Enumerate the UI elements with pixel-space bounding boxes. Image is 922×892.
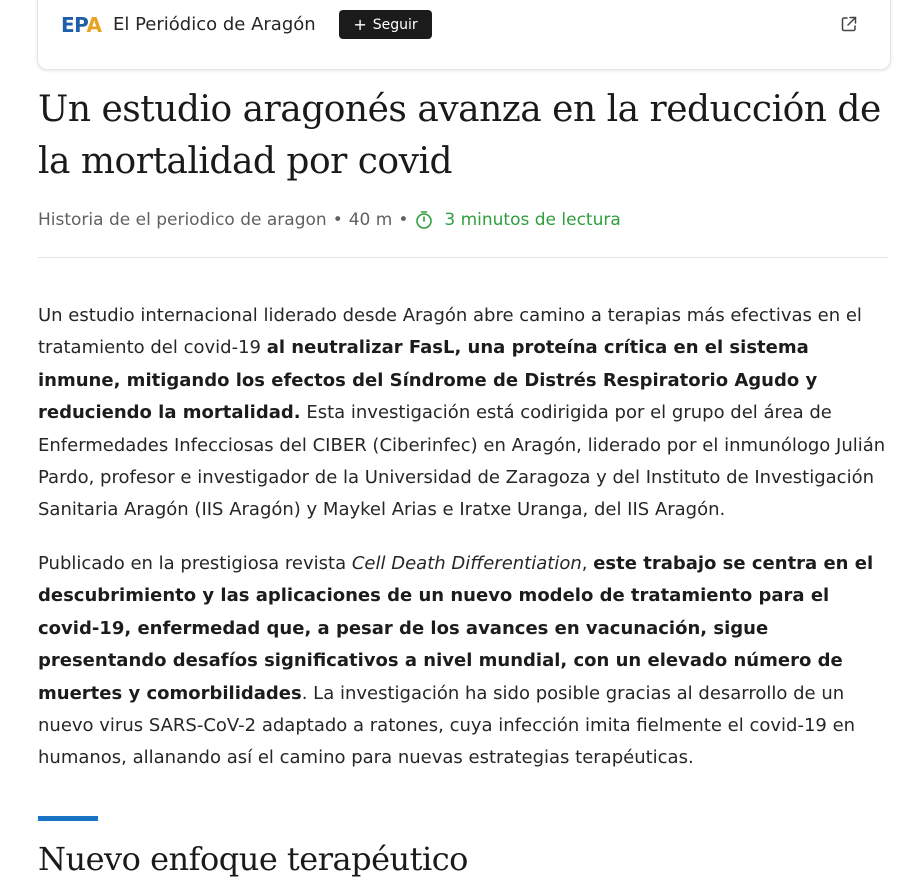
byline-age: 40 m [348, 210, 393, 230]
publisher-logo-text: EP [61, 13, 87, 37]
article-title: Un estudio aragonés avanza en la reducción de la mortalidad por covid [38, 89, 881, 182]
follow-button-label: Seguir [372, 16, 418, 33]
read-time [414, 207, 620, 233]
plus-icon: + [353, 14, 367, 34]
publisher-name[interactable]: El Periódico de Aragón [113, 14, 316, 35]
open-external-icon[interactable] [839, 14, 859, 34]
byline-author[interactable]: Historia de el periodico de aragon [38, 210, 327, 230]
paragraph-text: Esta investigación está codirigida por el grupo del área de Enfermedades Infecciosas del CIBER (Ciberinfec) en Aragón, liderado por el inmunólogo Julián Pardo, profesor e investigador de la Universidad de Zaragoza y del Instituto de Investigación Sanitaria Aragón (IIS Aragón) y Maykel Arias e Iratxe Uranga, del IIS Aragón. [38, 402, 886, 521]
journal-name: Cell Death Differentiation [351, 553, 582, 574]
byline-separator: • [332, 210, 343, 230]
paragraph-text: . La investigación ha sido posible gracias al desarrollo de un nuevo virus SARS-CoV-2 adaptado a ratones, cuya infección imita fielmente el covid-19 en humanos, allanando así el camino para nuevas estrategias terapéuticas. [38, 682, 856, 769]
paragraph-text: Publicado en la prestigiosa revista [38, 553, 352, 574]
header-divider [38, 257, 888, 258]
publisher-logo[interactable] [61, 10, 103, 40]
article-byline [38, 207, 621, 233]
paragraph-text: Un estudio internacional liderado desde Aragón abre camino a terapias más efectivas en el tratamiento del covid-19 [38, 305, 862, 359]
byline-separator: • [398, 210, 409, 230]
section-accent-bar [38, 816, 98, 821]
publisher-logo-text-accent: A [86, 13, 102, 37]
timer-icon [414, 210, 434, 230]
section-heading: Nuevo enfoque terapéutico [38, 840, 468, 878]
article-paragraph [38, 548, 890, 775]
paragraph-bold-text: al neutralizar FasL, una proteína crítica en el sistema inmune, mitigando los efectos del Síndrome de Distrés Respiratorio Agudo y reduciendo la mortalidad. [38, 337, 818, 424]
read-time-label: 3 minutos de lectura [444, 210, 621, 230]
follow-button[interactable] [339, 10, 432, 39]
paragraph-bold-text: este trabajo se centra en el descubrimiento y las aplicaciones de un nuevo modelo de tratamiento para el covid-19, enfermedad que, a pesar de los avances en vacunación, sigue presentando desafíos significativos a nivel mundial, con un elevado número de muertes y comorbilidades [38, 553, 874, 704]
article-paragraph [38, 300, 890, 527]
paragraph-text: , [581, 553, 594, 574]
